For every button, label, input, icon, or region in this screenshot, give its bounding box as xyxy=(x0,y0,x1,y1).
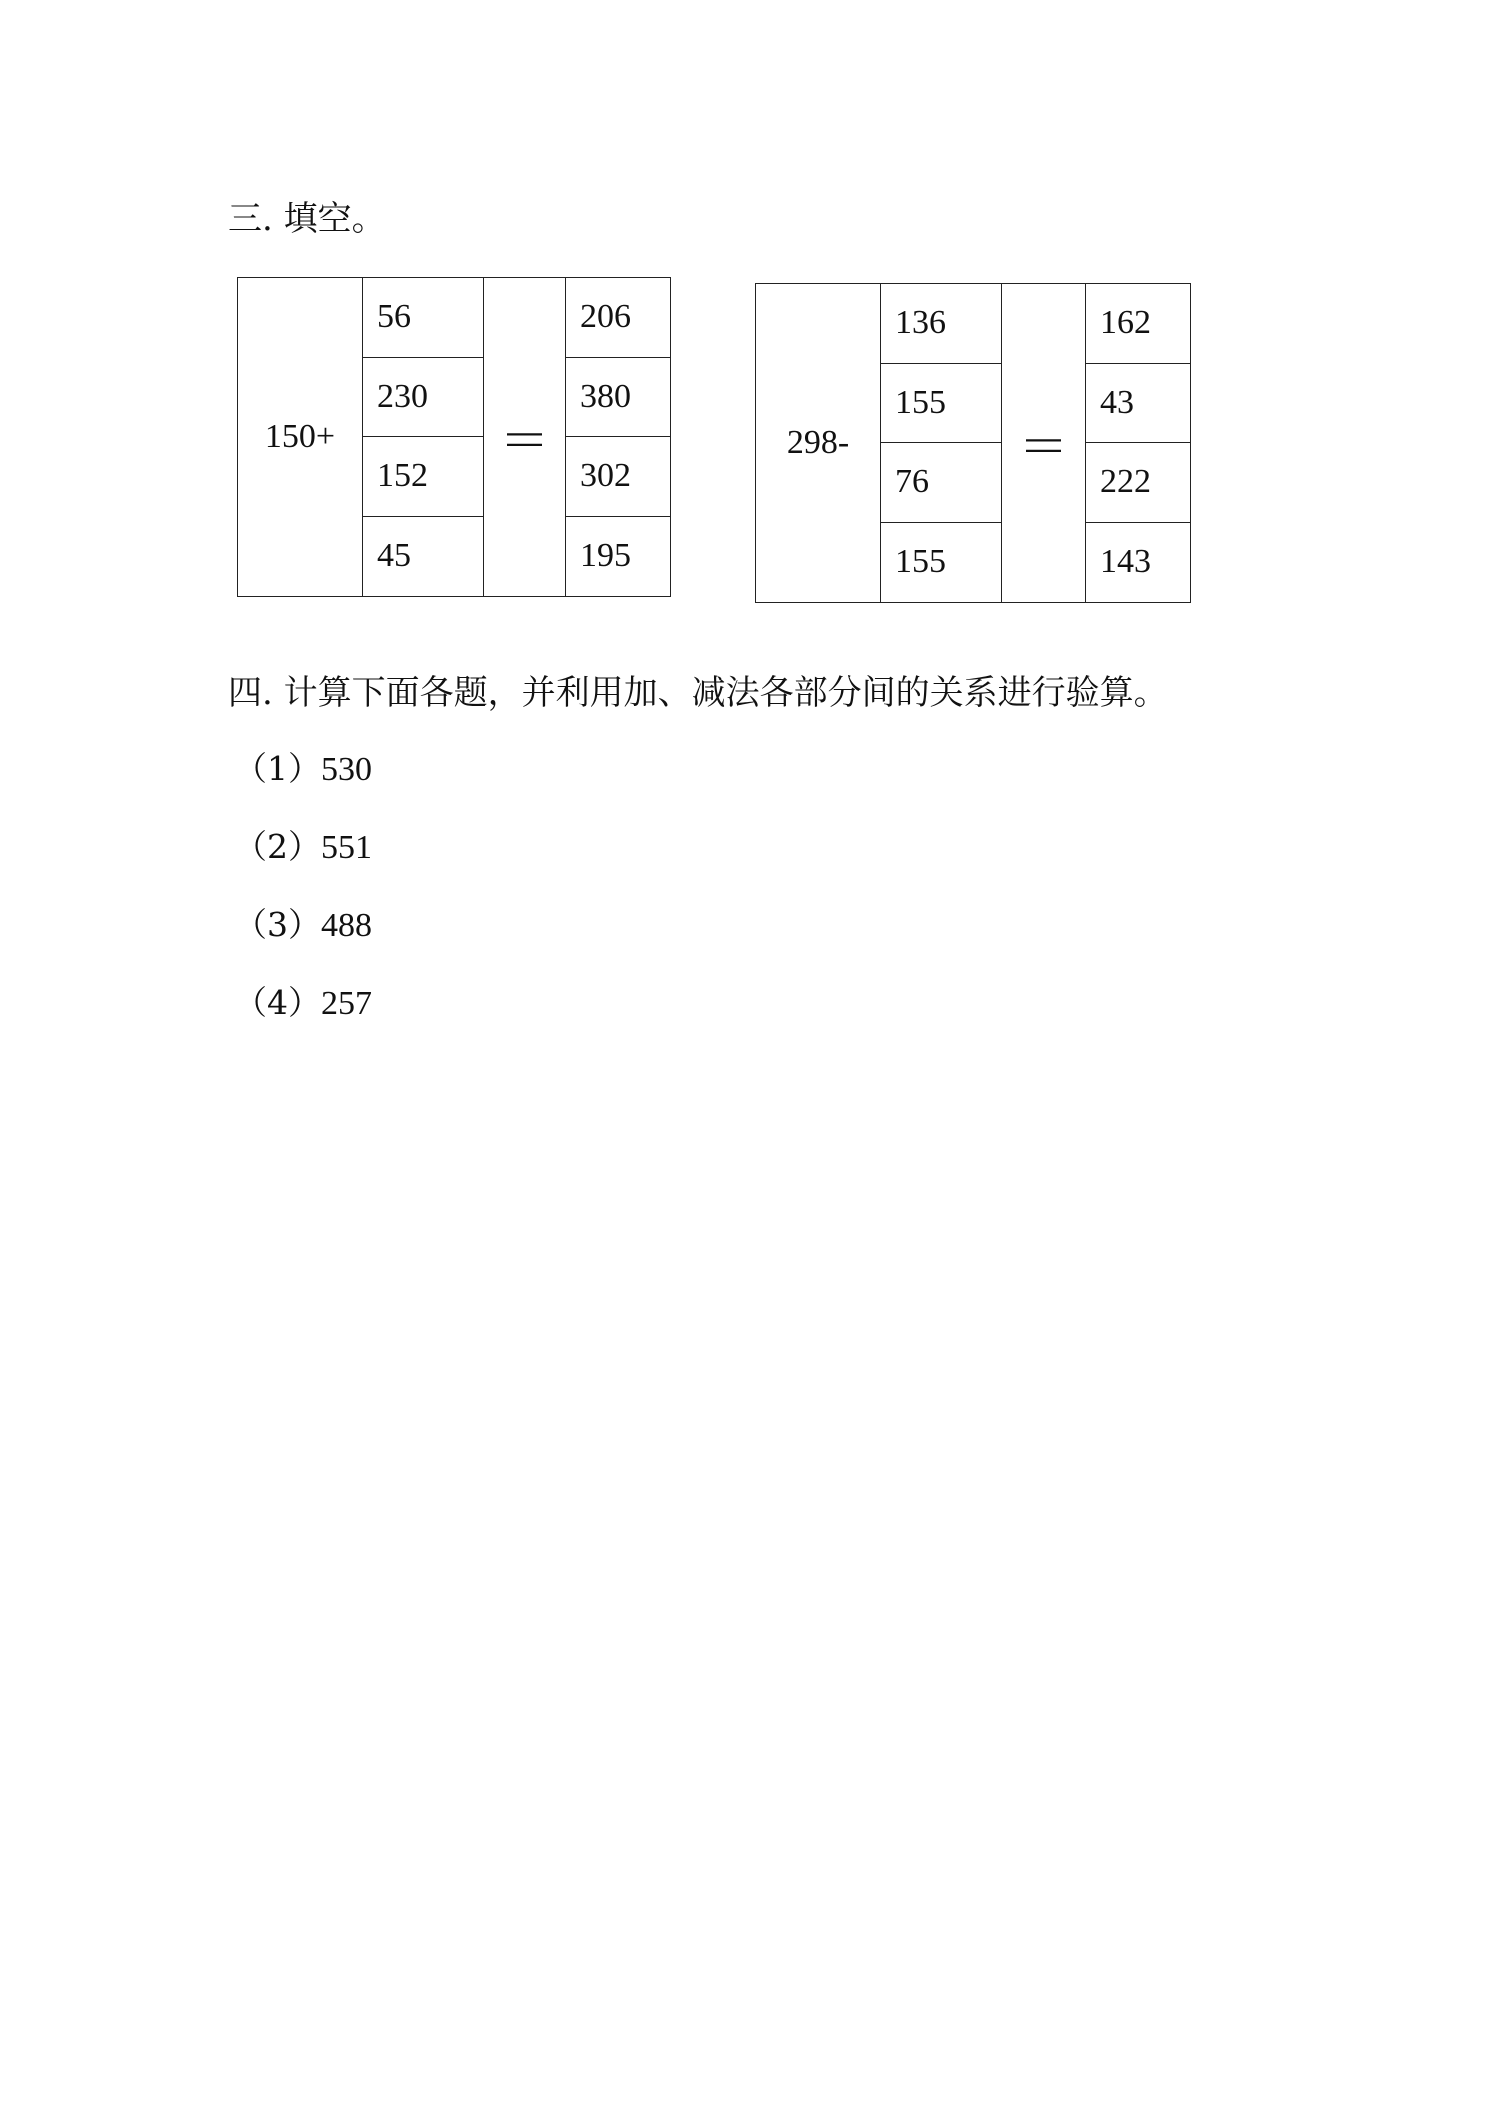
operand-cell: 152 xyxy=(363,437,484,517)
result-cell: 222 xyxy=(1086,443,1190,523)
operand-cell: 155 xyxy=(881,364,1002,444)
operand-cell: 230 xyxy=(363,358,484,438)
list-item xyxy=(234,827,372,868)
result-cell: 380 xyxy=(566,358,670,438)
problem-value: 488 xyxy=(321,907,372,944)
result-cell: 195 xyxy=(580,537,631,575)
result-cell: 206 xyxy=(566,278,670,358)
addition-table xyxy=(237,277,671,597)
operand-cell: 76 xyxy=(881,443,1002,523)
problem-value: 257 xyxy=(321,985,372,1022)
result-cell: 302 xyxy=(566,437,670,517)
result-cell: 143 xyxy=(1100,543,1151,581)
section-3-title: 三. 填空。 xyxy=(228,199,386,239)
problem-value: 551 xyxy=(321,829,372,866)
table-base-expression: 150+ xyxy=(238,278,363,596)
equals-sign: ＝ xyxy=(484,278,566,596)
list-item xyxy=(234,983,372,1024)
table-base-expression: 298- xyxy=(756,284,881,602)
problem-number: （1） xyxy=(234,749,321,788)
problem-number: （4） xyxy=(234,983,321,1022)
subtraction-table xyxy=(755,283,1191,603)
operand-cell: 45 xyxy=(363,517,484,597)
section-4-title: 四. 计算下面各题，并利用加、减法各部分间的关系进行验算。 xyxy=(228,673,1168,713)
problem-number: （3） xyxy=(234,905,321,944)
equals-sign: ＝ xyxy=(1002,284,1086,602)
operand-cell: 56 xyxy=(363,278,484,358)
problem-value: 530 xyxy=(321,751,372,788)
result-cell: 162 xyxy=(1086,284,1190,364)
result-cell: 43 xyxy=(1086,364,1190,444)
operand-cell: 136 xyxy=(881,284,1002,364)
list-item xyxy=(234,905,372,946)
list-item xyxy=(234,749,372,790)
problem-number: （2） xyxy=(234,827,321,866)
operand-cell: 155 xyxy=(881,523,1002,603)
